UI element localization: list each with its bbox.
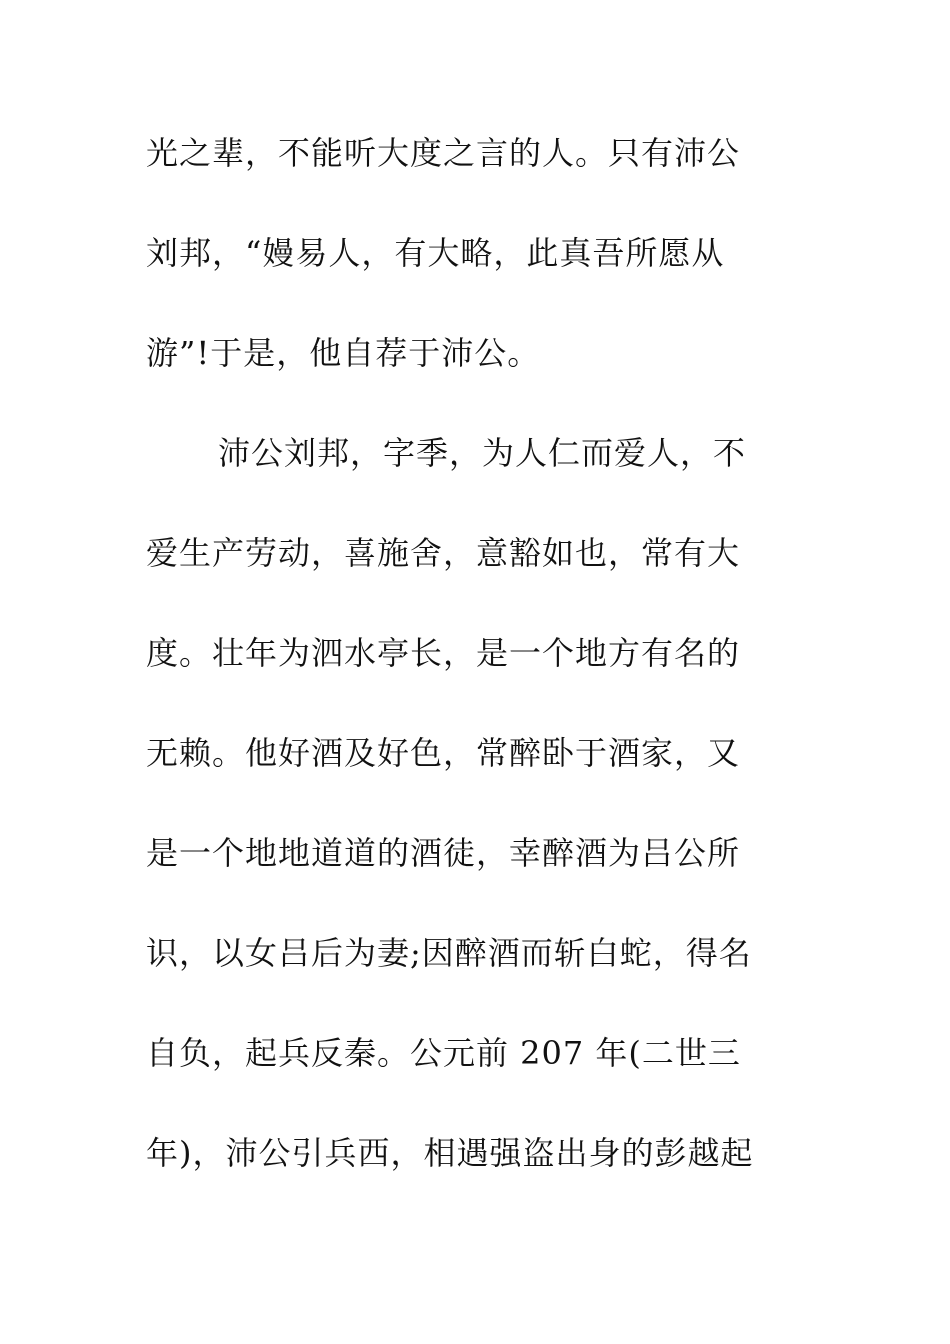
paragraph-start-line: 沛公刘邦，字季，为人仁而爱人，不 xyxy=(218,434,747,472)
text-line: 爱生产劳动，喜施舍，意豁如也，常有大 xyxy=(146,534,741,572)
body-text xyxy=(146,118,806,1218)
text-line: 年)，沛公引兵西，相遇强盗出身的彭越起 xyxy=(146,1134,754,1172)
text-line: 自负，起兵反秦。公元前 207 年(二世三 xyxy=(146,1034,741,1072)
text-line: 游”!于是，他自荐于沛公。 xyxy=(146,334,541,372)
text-line: 是一个地地道道的酒徒，幸醉酒为吕公所 xyxy=(146,834,741,872)
text-line: 度。壮年为泗水亭长，是一个地方有名的 xyxy=(146,634,741,672)
text-line: 光之辈，不能听大度之言的人。只有沛公 xyxy=(146,134,741,172)
text-line: 无赖。他好酒及好色，常醉卧于酒家，又 xyxy=(146,734,741,772)
text-line: 识，以女吕后为妻;因醉酒而斩白蛇，得名 xyxy=(146,934,752,972)
text-line: 刘邦，“嫚易人，有大略，此真吾所愿从 xyxy=(146,234,725,272)
